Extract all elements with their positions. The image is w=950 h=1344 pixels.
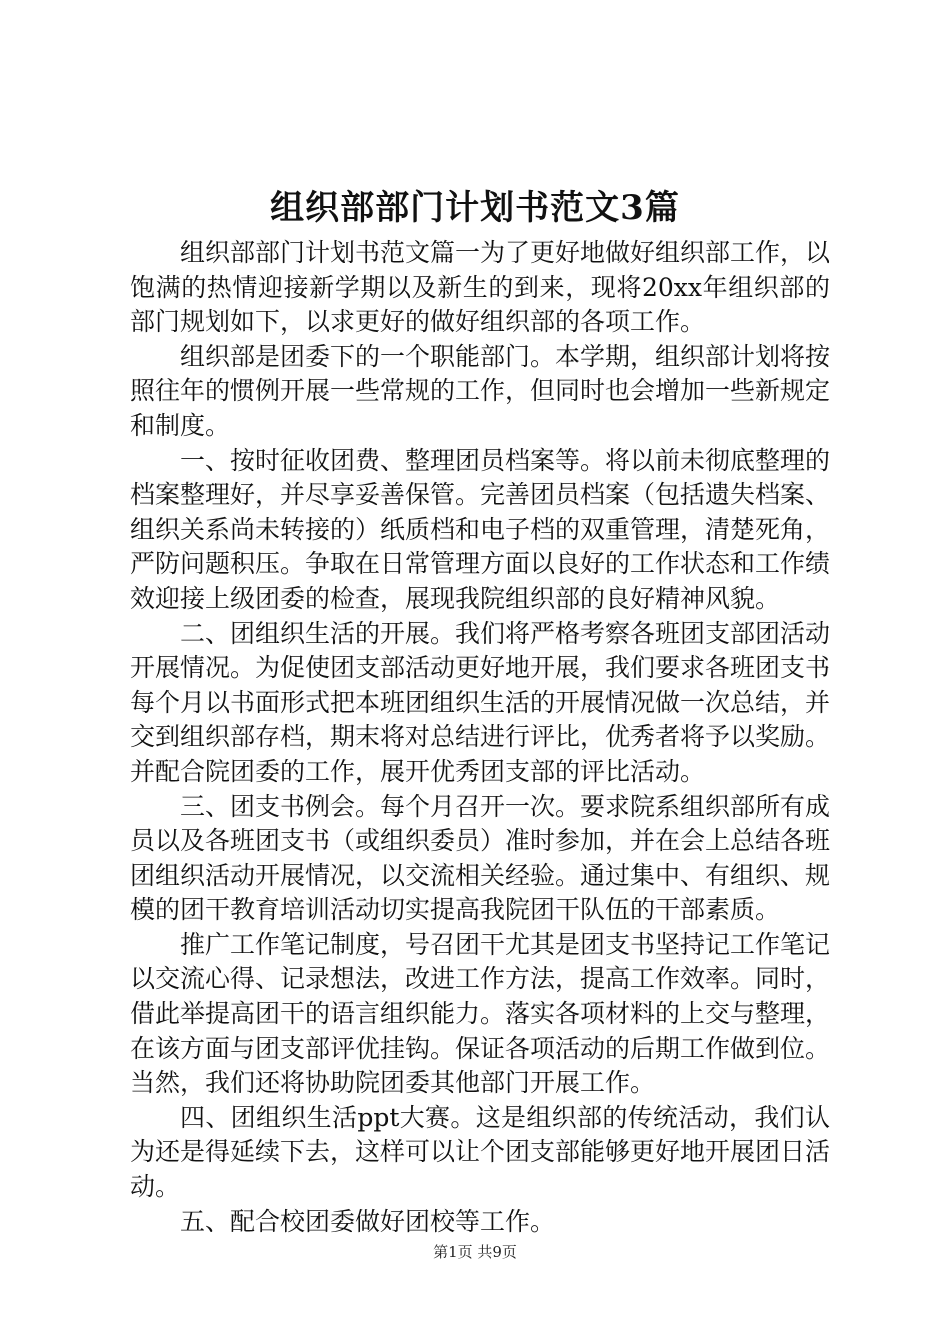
paragraph-department-role: 组织部是团委下的一个职能部门。本学期，组织部计划将按照往年的惯例开展一些常规的工作，但同时也会增加一些新规定和制度。 (130, 341, 831, 440)
document-title: 组织部部门计划书范文3篇 (270, 188, 680, 228)
paragraph-item-2: 二、团组织生活的开展。我们将严格考察各班团支部团活动开展情况。为促使团支部活动更好地开展，我们要求各班团支书每个月以书面形式把本班团组织生活的开展情况做一次总结，并交到组织部存档，期末将对总结进行评比，优秀者将予以奖励。并配合院团委的工作，展开优秀团支部的评比活动。 (130, 618, 831, 786)
paragraph-item-5: 五、配合校团委做好团校等工作。 (180, 1206, 556, 1236)
page-footer (0, 1241, 950, 1263)
paragraph-intro: 组织部部门计划书范文篇一为了更好地做好组织部工作，以饱满的热情迎接新学期以及新生的到来，现将20xx年组织部的部门规划如下，以求更好的做好组织部的各项工作。 (130, 238, 831, 337)
document-body (130, 236, 830, 1239)
paragraph-item-3: 三、团支书例会。每个月召开一次。要求院系组织部所有成员以及各班团支书（或组织委员）准时参加，并在会上总结各班团组织活动开展情况，以交流相关经验。通过集中、有组织、规模的团干教育培训活动切实提高我院团干队伍的干部素质。 (130, 791, 831, 925)
paragraph-item-4: 四、团组织生活ppt大赛。这是组织部的传统活动，我们认为还是得延续下去，这样可以让个团支部能够更好地开展团日活动。 (130, 1102, 831, 1202)
page-number: 第1页 共9页 (433, 1243, 517, 1261)
paragraph-work-notes: 推广工作笔记制度，号召团干尤其是团支书坚持记工作笔记以交流心得、记录想法，改进工作方法，提高工作效率。同时，借此举提高团干的语言组织能力。落实各项材料的上交与整理，在该方面与团支部评优挂钩。保证各项活动的后期工作做到位。当然，我们还将协助院团委其他部门开展工作。 (130, 929, 831, 1098)
paragraph-item-1: 一、按时征收团费、整理团员档案等。将以前未彻底整理的档案整理好，并尽享妥善保管。完善团员档案（包括遗失档案、组织关系尚未转接的）纸质档和电子档的双重管理，清楚死角，严防问题积压。争取在日常管理方面以良好的工作状态和工作绩效迎接上级团委的检查，展现我院组织部的良好精神风貌。 (130, 445, 831, 613)
